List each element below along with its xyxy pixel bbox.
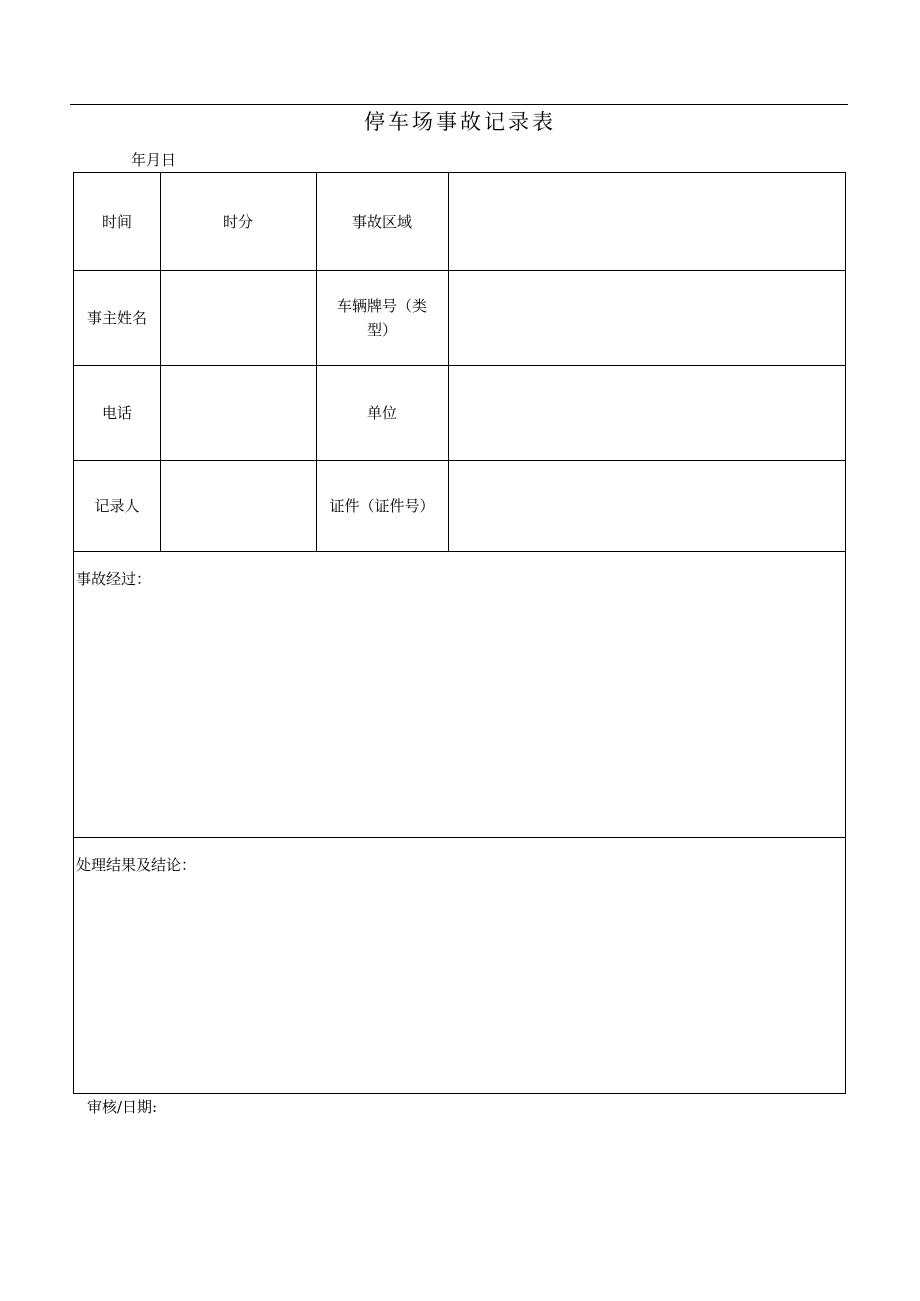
result-conclusion-area[interactable]: [74, 879, 845, 1091]
row-divider: [74, 837, 845, 838]
top-rule: [70, 104, 848, 105]
value-time[interactable]: 时分: [222, 212, 253, 231]
label-time: 时间: [101, 212, 132, 231]
accident-record-form: [73, 172, 846, 1094]
result-conclusion-label: 处理结果及结论：: [76, 856, 197, 874]
value-plate-number[interactable]: [448, 270, 845, 365]
label-phone: 电话: [101, 403, 132, 422]
value-owner-name[interactable]: [160, 270, 316, 365]
label-recorder: 记录人: [94, 496, 140, 515]
value-id-document[interactable]: [448, 460, 845, 551]
label-organization: 单位: [366, 403, 397, 422]
label-owner-name: 事主姓名: [86, 308, 147, 327]
value-recorder[interactable]: [160, 460, 316, 551]
review-date-label: 审核/日期:: [87, 1098, 158, 1116]
label-id-document: 证件（证件号）: [329, 496, 435, 515]
label-accident-area: 事故区域: [351, 212, 412, 231]
value-accident-area[interactable]: [448, 173, 845, 270]
value-phone[interactable]: [160, 365, 316, 460]
label-plate-number: 车辆牌号（类型）: [336, 296, 427, 339]
row-divider: [74, 551, 845, 552]
incident-description-area[interactable]: [74, 593, 845, 833]
incident-description-label: 事故经过：: [76, 570, 152, 588]
date-line: 年月日: [131, 151, 177, 169]
value-organization[interactable]: [448, 365, 845, 460]
form-title: 停车场事故记录表: [364, 110, 556, 134]
